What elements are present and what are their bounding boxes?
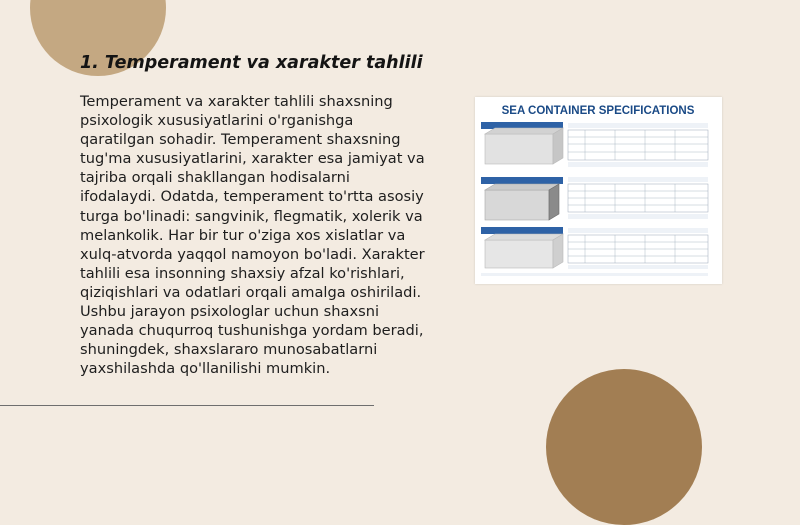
sea-container-spec-image: [475, 97, 722, 284]
decorative-circle-bottom: [546, 369, 702, 525]
divider-line: [0, 405, 374, 406]
spec-image-heading: SEA CONTAINER SPECIFICATIONS: [501, 105, 695, 117]
spec-sheet-graphic: [475, 97, 722, 284]
slide-title: 1. Temperament va xarakter tahlili: [80, 53, 423, 73]
slide-body-text: Temperament va xarakter tahlili shaxsning psixologik xususiyatlarini o'rganishga qaratilgan sohadir. Temperament shaxsning tug'ma xususiyatlarini, xarakter esa jamiyat va tajriba orqali shakllangan hodisalarni ifodalaydi. Odatda, temperament to'rtta asosiy turga bo'linadi: sangvinik, flegmatik, xolerik va melankolik. Har bir tur o'ziga xos xislatlar va xulq-atvorda yaqqol namoyon bo'ladi. Xarakter tahlili esa insonning shaxsiy afzal ko'rishlari, qiziqishlari va odatlari orqali amalga oshiriladi. Ushbu jarayon psixologlar uchun shaxsni yanada chuqurroq tushunishga yordam beradi, shuningdek, shaxslararo munosabatlarni yaxshilashda qo'llanilishi mumkin.: [80, 93, 425, 378]
